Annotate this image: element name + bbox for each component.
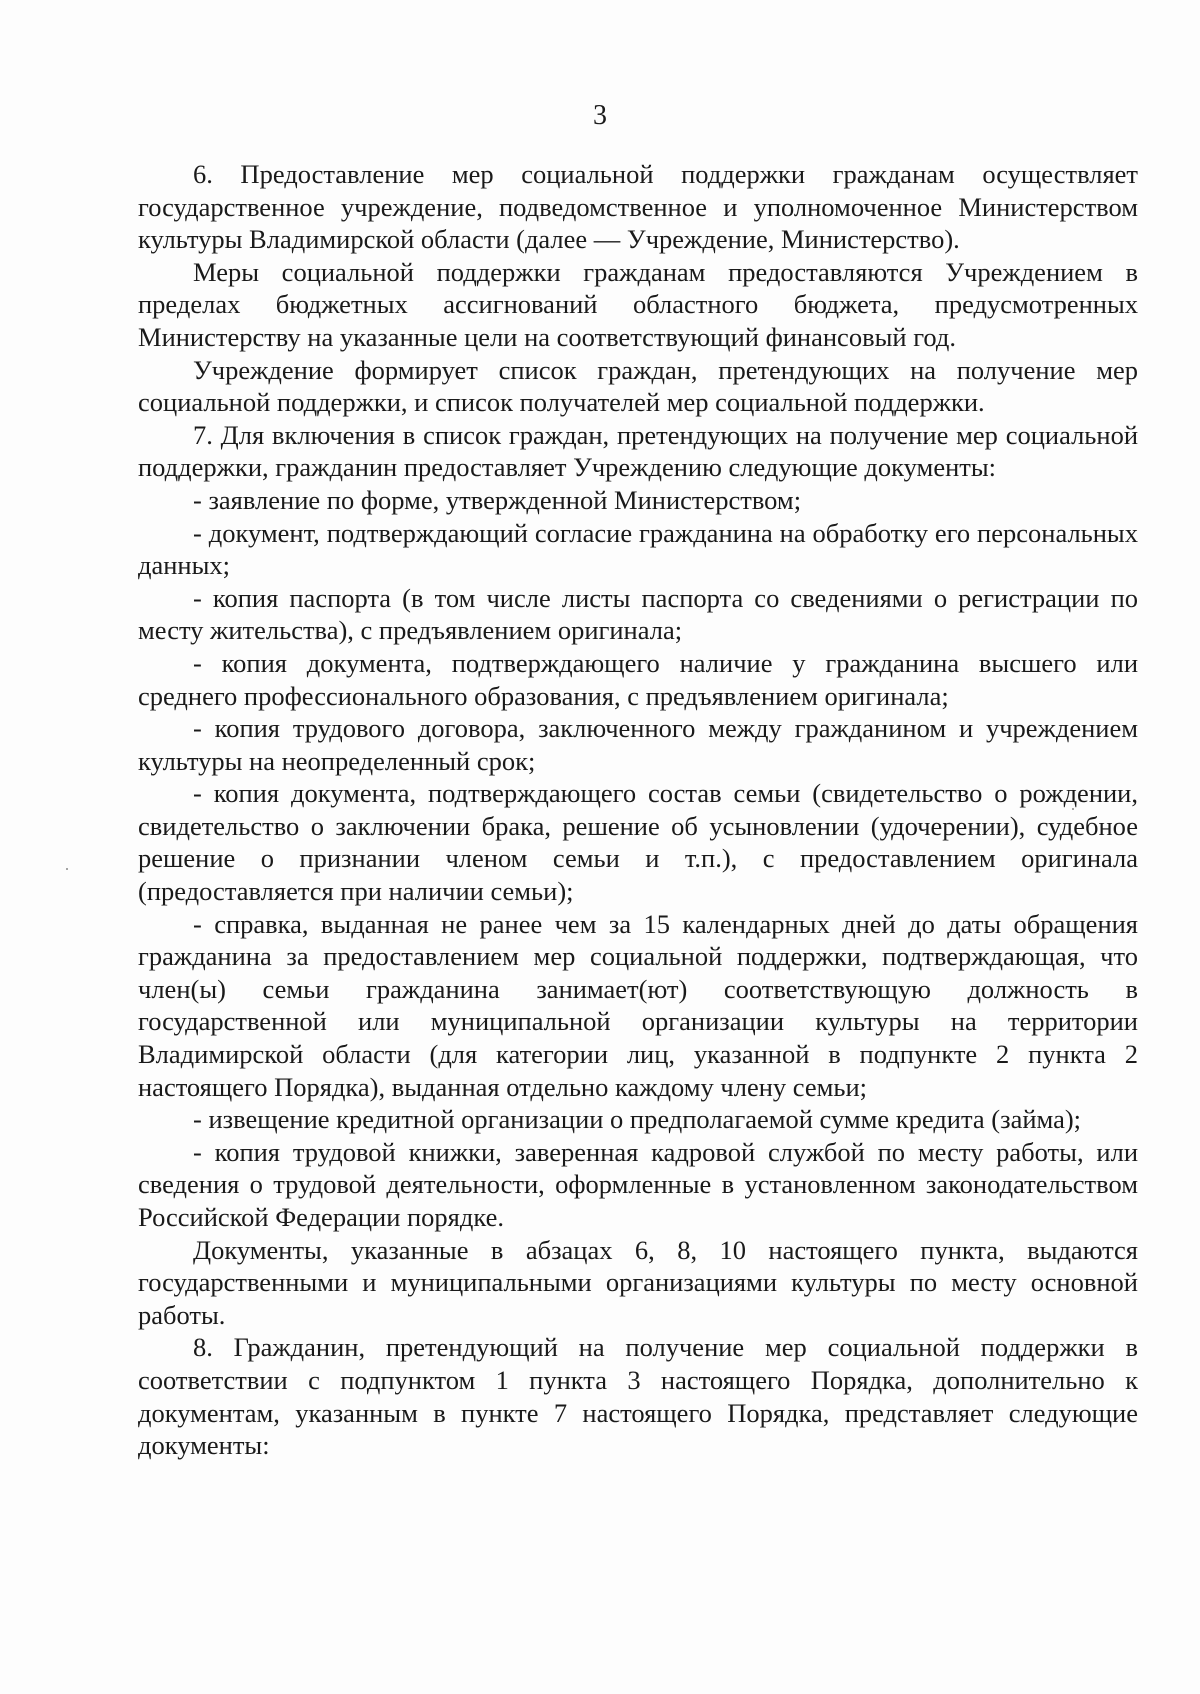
list-item: - копия трудовой книжки, заверенная кадровой службой по месту работы, или сведения о трудовой деятельности, оформленные в установленном законодательством Российской Федерации порядке. (138, 1136, 1138, 1232)
scan-speck (66, 868, 68, 870)
paragraph: 8. Гражданин, претендующий на получение мер социальной поддержки в соответствии с подпунктом 1 пункта 3 настоящего Порядка, дополнительно к документам, указанным в пункте 7 настоящего Порядка, представляет следующие документы: (138, 1332, 1138, 1461)
paragraph: Меры социальной поддержки гражданам предоставляются Учреждением в пределах бюджетных ассигнований областного бюджета, предусмотренных Министерству на указанные цели на соответствующий финансовый год. (138, 256, 1138, 352)
list-item: - копия документа, подтверждающего наличие у гражданина высшего или среднего профессионального образования, с предъявлением оригинала; (138, 647, 1138, 711)
page-number: 3 (593, 100, 607, 131)
list-item: - копия документа, подтверждающего состав семьи (свидетельство о рождении, свидетельство о заключении брака, решение об усыновлении (удочерении), судебное решение о признании членом семьи и т.п.), с предоставлением оригинала (предоставляется при наличии семьи); (138, 778, 1138, 907)
list-item: - копия паспорта (в том числе листы паспорта со сведениями о регистрации по месту жительства), с предъявлением оригинала; (138, 582, 1138, 646)
paragraph: 6. Предоставление мер социальной поддержки гражданам осуществляет государственное учреждение, подведомственное и уполномоченное Министерством культуры Владимирской области (далее — Учреждение, Министерство). (138, 159, 1138, 255)
list-item: - извещение кредитной организации о предполагаемой сумме кредита (займа); (193, 1104, 1082, 1135)
paragraph: Документы, указанные в абзацах 6, 8, 10 настоящего пункта, выдаются государственными и муниципальными организациями культуры по месту основной работы. (138, 1234, 1138, 1330)
paragraph: 7. Для включения в список граждан, претендующих на получение мер социальной поддержки, гражданин предоставляет Учреждению следующие документы: (138, 419, 1138, 483)
paragraph: Учреждение формирует список граждан, претендующих на получение мер социальной поддержки, и список получателей мер социальной поддержки. (138, 354, 1138, 418)
list-item: - документ, подтверждающий согласие гражданина на обработку его персональных данных; (138, 517, 1138, 581)
list-item: - копия трудового договора, заключенного между гражданином и учреждением культуры на неопределенный срок; (138, 713, 1138, 776)
list-item: - справка, выданная не ранее чем за 15 календарных дней до даты обращения гражданина за предоставлением мер социальной поддержки, подтверждающая, что член(ы) семьи гражданина занимает(ют) соответствующую должность в государственной или муниципальной организации культуры на территории Владимирской области (для категории лиц, указанной в подпункте 2 пункта 2 настоящего Порядка), выданная отдельно каждому члену семьи; (138, 908, 1138, 1102)
document-body (138, 158, 1138, 1462)
scan-speck (1072, 808, 1074, 810)
list-item: - заявление по форме, утвержденной Министерством; (193, 484, 802, 515)
